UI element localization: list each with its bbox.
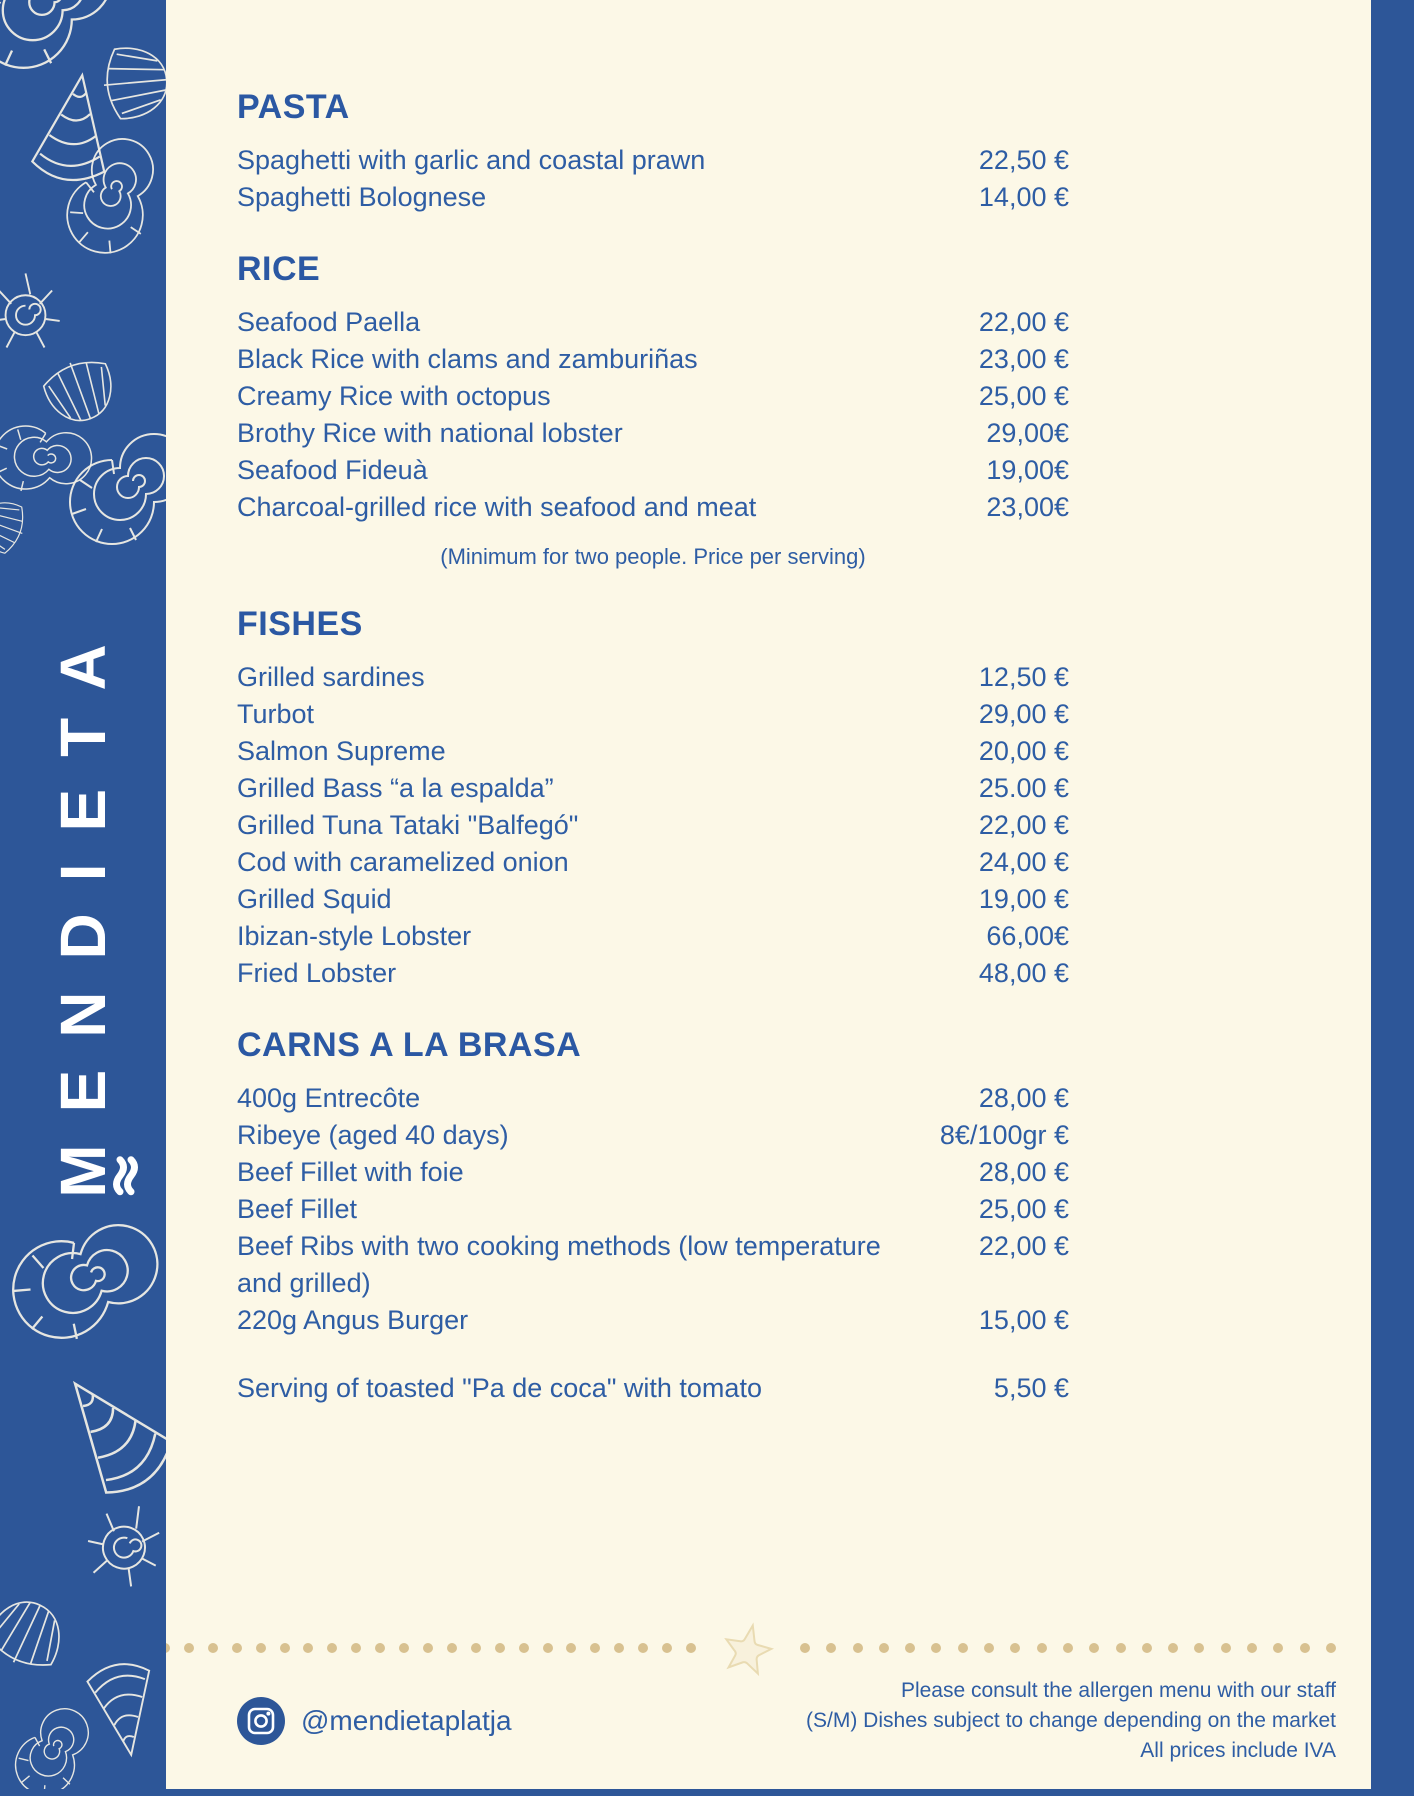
item-price: 22,50 €	[978, 145, 1069, 175]
item-name: Black Rice with clams and zamburiñas	[237, 344, 698, 374]
menu-item-row	[237, 1302, 1069, 1339]
menu-item-row	[237, 955, 1069, 992]
item-price: 25.00 €	[978, 773, 1069, 803]
menu-item-row	[237, 179, 1069, 216]
item-price: 22,00 €	[978, 307, 1069, 337]
section-note: (Minimum for two people. Price per serving)	[440, 544, 866, 569]
item-name: Creamy Rice with octopus	[237, 381, 551, 411]
separator-dot	[1221, 1643, 1231, 1653]
menu-item-row	[237, 142, 1069, 179]
instagram-icon	[237, 1697, 285, 1745]
separator-dot	[423, 1643, 433, 1653]
item-price: 28,00 €	[978, 1083, 1069, 1113]
section-items	[237, 142, 1069, 216]
menu-content	[237, 0, 1069, 1407]
menu-item-row	[237, 918, 1069, 955]
item-name: Beef Fillet	[237, 1194, 358, 1224]
item-price: 12,50 €	[978, 662, 1069, 692]
separator-dot	[958, 1643, 968, 1653]
item-price: 25,00 €	[978, 1194, 1069, 1224]
menu-section	[237, 605, 1069, 992]
menu-section	[237, 250, 1069, 571]
separator-dot	[543, 1643, 553, 1653]
brand-logo-vertical	[46, 612, 120, 1197]
separator-dot	[375, 1643, 385, 1653]
separator-dot	[303, 1643, 313, 1653]
section-items	[237, 659, 1069, 992]
separator-dot	[471, 1643, 481, 1653]
separator-dot	[1089, 1643, 1099, 1653]
item-price: 19,00€	[986, 455, 1069, 485]
separator-dot	[1300, 1643, 1310, 1653]
menu-item-row	[237, 1191, 1069, 1228]
section-title: PASTA	[237, 88, 350, 126]
sidebar-panel	[0, 0, 166, 1796]
separator-dot	[905, 1643, 915, 1653]
menu-item-row	[237, 696, 1069, 733]
item-name: Seafood Fideuà	[237, 455, 428, 485]
separator-dot	[1037, 1643, 1047, 1653]
item-price: 66,00€	[986, 921, 1069, 951]
item-name: Grilled Squid	[237, 884, 392, 914]
dots-left	[160, 1643, 696, 1653]
item-name: Brothy Rice with national lobster	[237, 418, 623, 448]
separator-dot	[351, 1643, 361, 1653]
section-title: CARNS A LA BRASA	[237, 1026, 582, 1064]
menu-item-row	[237, 659, 1069, 696]
separator-dot	[1326, 1643, 1336, 1653]
item-price: 20,00 €	[978, 736, 1069, 766]
item-price: 8€/100gr €	[939, 1120, 1069, 1150]
item-name: Beef Ribs with two cooking methods (low temperature and grilled)	[237, 1231, 881, 1298]
item-price: 19,00 €	[978, 884, 1069, 914]
menu-item-row	[237, 304, 1069, 341]
separator-dot	[638, 1643, 648, 1653]
item-price: 29,00 €	[978, 699, 1069, 729]
separator-dot	[590, 1643, 600, 1653]
menu-item-row	[237, 378, 1069, 415]
separator-dot	[686, 1643, 696, 1653]
item-name: Grilled sardines	[237, 662, 425, 692]
item-name: Cod with caramelized onion	[237, 847, 569, 877]
starfish-icon	[717, 1617, 779, 1679]
item-price: 22,00 €	[978, 1231, 1069, 1261]
separator-dot	[1142, 1643, 1152, 1653]
separator-dot	[566, 1643, 576, 1653]
extra-item-row	[237, 1370, 1069, 1407]
footer-notes	[806, 1676, 1336, 1766]
separator-dot	[1273, 1643, 1283, 1653]
item-price: 23,00€	[986, 492, 1069, 522]
separator-dot	[1247, 1643, 1257, 1653]
footer-note-line: All prices include IVA	[1140, 1739, 1336, 1762]
menu-item-row	[237, 1154, 1069, 1191]
menu-item-row	[237, 1228, 1069, 1302]
separator-dot	[280, 1643, 290, 1653]
separator-dot	[826, 1643, 836, 1653]
item-name: Turbot	[237, 699, 315, 729]
separator-dot	[495, 1643, 505, 1653]
item-price: 48,00 €	[978, 958, 1069, 988]
separator-dot	[232, 1643, 242, 1653]
footer-note-line: (S/M) Dishes subject to change depending on the market	[806, 1709, 1336, 1732]
separator-dot	[614, 1643, 624, 1653]
item-price: 28,00 €	[978, 1157, 1069, 1187]
item-name: Spaghetti with garlic and coastal prawn	[237, 145, 706, 175]
menu-item-row	[237, 881, 1069, 918]
menu-section	[237, 88, 1069, 216]
item-name: Ibizan-style Lobster	[237, 921, 472, 951]
separator-dot	[662, 1643, 672, 1653]
menu-item-row	[237, 770, 1069, 807]
item-price: 15,00 €	[978, 1305, 1069, 1335]
separator-dot	[208, 1643, 218, 1653]
dotted-separator	[160, 1622, 1336, 1674]
item-name: Spaghetti Bolognese	[237, 182, 487, 212]
menu-item-row	[237, 452, 1069, 489]
menu-item-row	[237, 341, 1069, 378]
separator-dot	[447, 1643, 457, 1653]
item-price: 29,00€	[986, 418, 1069, 448]
menu-item-row	[237, 1117, 1069, 1154]
item-name: Beef Fillet with foie	[237, 1157, 464, 1187]
item-price: 24,00 €	[978, 847, 1069, 877]
menu-section	[237, 1026, 1069, 1339]
right-border	[1371, 0, 1414, 1796]
menu-item-row	[237, 1080, 1069, 1117]
menu-item-row	[237, 807, 1069, 844]
separator-dot	[519, 1643, 529, 1653]
separator-dot	[1116, 1643, 1126, 1653]
brand-logo-text: MENDIETA	[47, 612, 119, 1198]
section-items	[237, 304, 1069, 526]
menu-item-row	[237, 733, 1069, 770]
dots-right	[800, 1643, 1336, 1653]
footer	[237, 1676, 1336, 1766]
item-price: 22,00 €	[978, 810, 1069, 840]
item-price: 23,00 €	[978, 344, 1069, 374]
separator-dot	[931, 1643, 941, 1653]
separator-dot	[879, 1643, 889, 1653]
separator-dot	[1063, 1643, 1073, 1653]
item-name: Ribeye (aged 40 days)	[237, 1120, 509, 1150]
menu-item-row	[237, 489, 1069, 526]
item-name: 400g Entrecôte	[237, 1083, 421, 1113]
section-items	[237, 1080, 1069, 1339]
instagram-block	[237, 1697, 512, 1745]
item-name: Grilled Tuna Tataki "Balfegó"	[237, 810, 579, 840]
separator-dot	[1194, 1643, 1204, 1653]
separator-dot	[853, 1643, 863, 1653]
item-name: Serving of toasted "Pa de coca" with tomato	[237, 1373, 762, 1403]
item-name: Charcoal-grilled rice with seafood and meat	[237, 492, 757, 522]
section-title: FISHES	[237, 605, 363, 643]
menu-item-row	[237, 844, 1069, 881]
separator-dot	[184, 1643, 194, 1653]
item-name: Fried Lobster	[237, 958, 397, 988]
item-name: 220g Angus Burger	[237, 1305, 469, 1335]
instagram-handle: @mendietaplatja	[301, 1705, 512, 1736]
bottom-border	[0, 1789, 1414, 1796]
footer-note-line: Please consult the allergen menu with our staff	[900, 1679, 1336, 1702]
item-name: Grilled Bass “a la espalda”	[237, 773, 554, 803]
item-price: 5,50 €	[993, 1373, 1069, 1403]
item-name: Seafood Paella	[237, 307, 421, 337]
section-title: RICE	[237, 250, 321, 288]
separator-dot	[327, 1643, 337, 1653]
separator-dot	[800, 1643, 810, 1653]
item-price: 14,00 €	[978, 182, 1069, 212]
separator-dot	[984, 1643, 994, 1653]
separator-dot	[1010, 1643, 1020, 1653]
logo-wave-icon	[112, 1156, 138, 1196]
separator-dot	[256, 1643, 266, 1653]
menu-item-row	[237, 415, 1069, 452]
item-price: 25,00 €	[978, 381, 1069, 411]
separator-dot	[1168, 1643, 1178, 1653]
item-name: Salmon Supreme	[237, 736, 446, 766]
separator-dot	[399, 1643, 409, 1653]
